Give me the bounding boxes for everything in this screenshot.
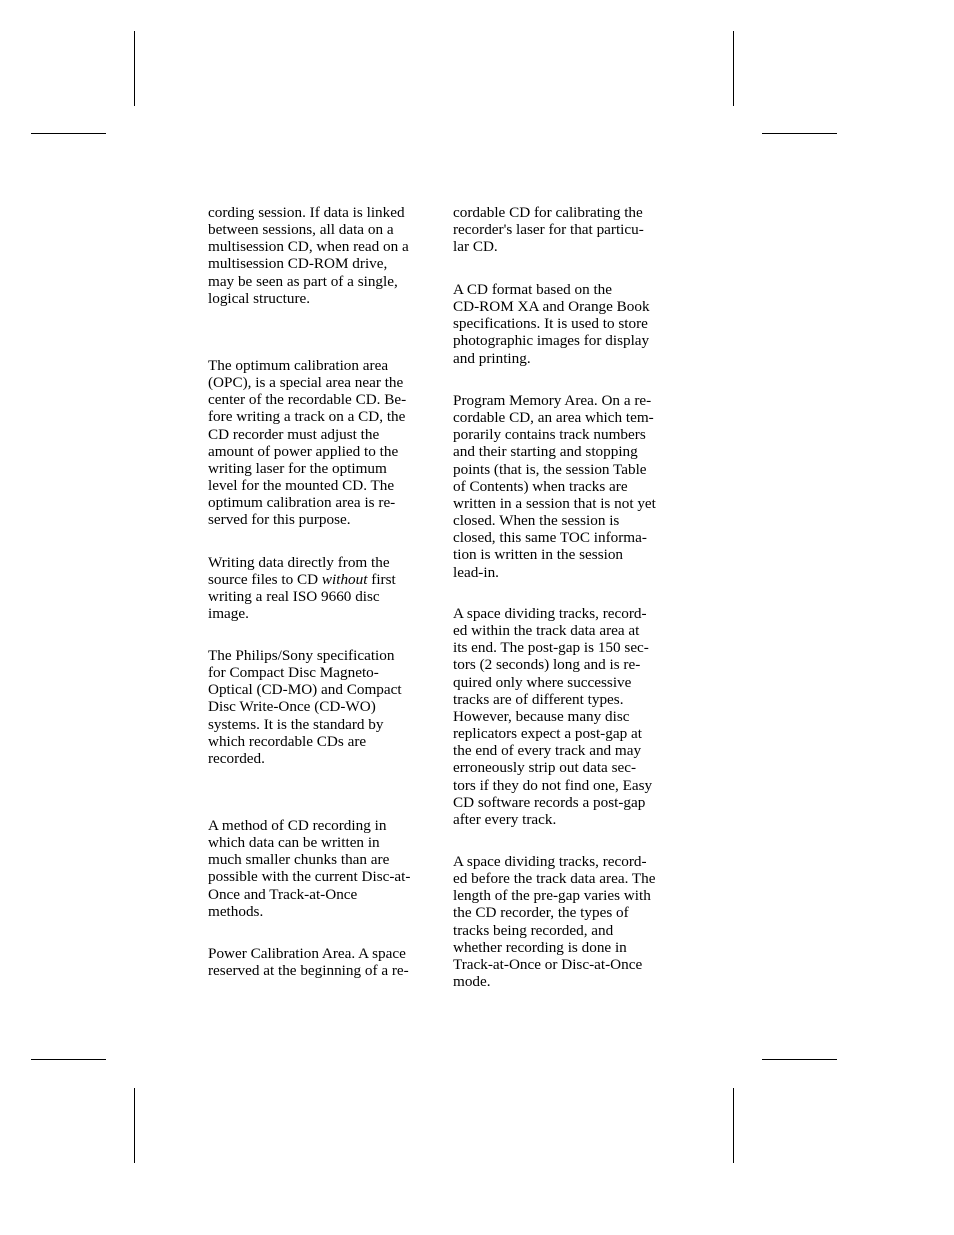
left-paragraph-5: A method of CD recording in which data can be written in much smaller chunks than are possible with the current Disc-at- Once and Track-at-Once methods. bbox=[208, 817, 411, 920]
crop-mark-bottom-right-horizontal bbox=[762, 1059, 837, 1060]
crop-mark-bottom-left-horizontal bbox=[31, 1059, 106, 1060]
left-paragraph-3 bbox=[208, 554, 436, 623]
crop-mark-bottom-right-vertical bbox=[733, 1088, 734, 1163]
right-paragraph-3: Program Memory Area. On a re- cordable CD, an area which tem- porarily contains track numbers and their starting and stopping points (that is, the session Table of Contents) when tracks are written in a session that is not yet closed. When the session is closed, this same TOC informa- tion is written in the session lead-in. bbox=[453, 392, 656, 581]
crop-mark-top-left-horizontal bbox=[31, 133, 106, 134]
crop-mark-top-right-horizontal bbox=[762, 133, 837, 134]
left-paragraph-3-text-a: Writing data directly from the source files to CD bbox=[208, 554, 390, 589]
left-paragraph-3-emphasis: without bbox=[321, 571, 368, 589]
left-paragraph-3-text-b: first writing a real ISO 9660 disc image. bbox=[208, 571, 396, 623]
crop-mark-bottom-left-vertical bbox=[134, 1088, 135, 1163]
left-paragraph-4: The Philips/Sony specification for Compact Disc Magneto- Optical (CD-MO) and Compact Disc Write-Once (CD-WO) systems. It is the standard by which recordable CDs are recorded. bbox=[208, 647, 402, 767]
left-paragraph-2: The optimum calibration area (OPC), is a special area near the center of the recordable CD. Be- fore writing a track on a CD, the CD recorder must adjust the amount of power applied to the writing laser for the optimum level for the mounted CD. The optimum calibration area is re- served for this purpose. bbox=[208, 357, 407, 529]
right-paragraph-4: A space dividing tracks, record- ed within the track data area at its end. The post-gap is 150 sec- tors (2 seconds) long and is re- quired only where successive tracks are of different types. However, because many disc replicators expect a post-gap at the end of every track and may erroneously strip out data sec- tors if they do not find one, Easy CD software records a post-gap after every track. bbox=[453, 605, 653, 828]
left-paragraph-6: Power Calibration Area. A space reserved at the beginning of a re- bbox=[208, 945, 409, 980]
crop-mark-top-left-vertical bbox=[134, 31, 135, 106]
left-paragraph-1: cording session. If data is linked between sessions, all data on a multisession CD, when read on a multisession CD-ROM drive, may be seen as part of a single, logical structure. bbox=[208, 204, 409, 307]
right-paragraph-5: A space dividing tracks, record- ed before the track data area. The length of the pre-gap varies with the CD recorder, the types of tracks being recorded, and whether recording is done in Track-at-Once or Disc-at-Once mode. bbox=[453, 853, 656, 991]
right-paragraph-1: cordable CD for calibrating the recorder's laser for that particu- lar CD. bbox=[453, 204, 644, 256]
crop-mark-top-right-vertical bbox=[733, 31, 734, 106]
right-paragraph-2: A CD format based on the CD-ROM XA and Orange Book specifications. It is used to store photographic images for display and printing. bbox=[453, 281, 650, 367]
